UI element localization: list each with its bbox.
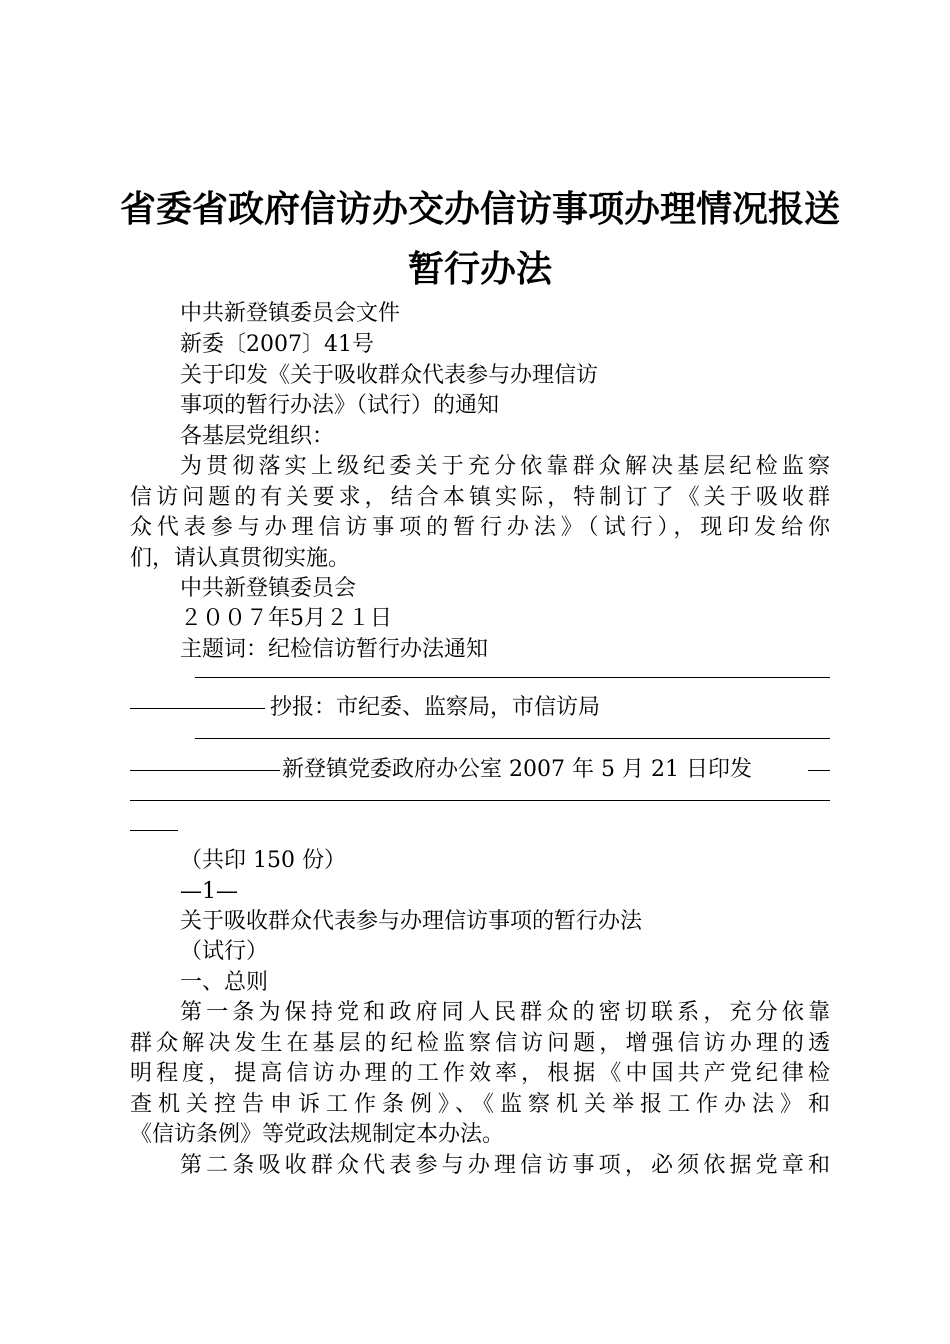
notice-subject-line-1: 关于印发《关于吸收群众代表参与办理信访: [180, 363, 599, 388]
divider-rule: [130, 800, 830, 801]
subject-words: 主题词：纪检信访暂行办法通知: [180, 637, 489, 662]
body-line-2: 信访问题的有关要求，结合本镇实际，特制订了《关于吸收群: [130, 485, 830, 510]
article-1-line-1: 第一条为保持党和政府同人民群众的密切联系，充分依靠: [180, 1000, 830, 1025]
attachment-trial: （试行）: [180, 939, 269, 964]
attachment-title: 关于吸收群众代表参与办理信访事项的暂行办法: [180, 909, 643, 934]
article-1-line-3: 明程度，提高信访办理的工作效率，根据《中国共产党纪律检: [130, 1061, 830, 1086]
signature-org: 中共新登镇委员会: [180, 576, 357, 601]
issuer: 中共新登镇委员会文件: [180, 301, 401, 326]
signature-date: ２００７年5月２１日: [180, 606, 392, 631]
divider-rule: [808, 770, 830, 771]
article-1-line-4: 查机关控告申诉工作条例》、《监察机关举报工作办法》和: [130, 1092, 830, 1117]
article-1-line-5: 《信访条例》等党政法规制定本办法。: [130, 1122, 505, 1147]
divider-rule: [195, 677, 830, 678]
printed-by: 新登镇党委政府办公室 2007 年 5 月 21 日印发: [282, 757, 752, 782]
document-title-line-1: 省委省政府信访办交办信访事项办理情况报送: [120, 189, 841, 230]
chapter-heading: 一、总则: [180, 970, 269, 995]
body-line-4: 们，请认真贯彻实施。: [130, 546, 351, 571]
print-count: （共印 150 份）: [180, 848, 346, 873]
divider-rule: [130, 770, 280, 771]
divider-rule: [130, 708, 265, 709]
body-line-3: 众代表参与办理信访事项的暂行办法》（试行），现印发给你: [130, 515, 830, 540]
notice-subject-line-2: 事项的暂行办法》（试行）的通知: [180, 393, 500, 418]
divider-rule: [130, 830, 178, 831]
document-title-line-2: 暂行办法: [407, 249, 552, 290]
cc-line: 抄报：市纪委、监察局，市信访局: [270, 695, 601, 720]
article-2-line-1: 第二条吸收群众代表参与办理信访事项，必须依据党章和: [180, 1153, 830, 1178]
page-marker: —1—: [180, 879, 238, 904]
salutation: 各基层党组织：: [180, 424, 335, 449]
divider-rule: [195, 738, 830, 739]
document-number: 新委〔2007〕41号: [180, 332, 374, 357]
article-1-line-2: 群众解决发生在基层的纪检监察信访问题，增强信访办理的透: [130, 1031, 830, 1056]
body-line-1: 为贯彻落实上级纪委关于充分依靠群众解决基层纪检监察: [180, 454, 830, 479]
